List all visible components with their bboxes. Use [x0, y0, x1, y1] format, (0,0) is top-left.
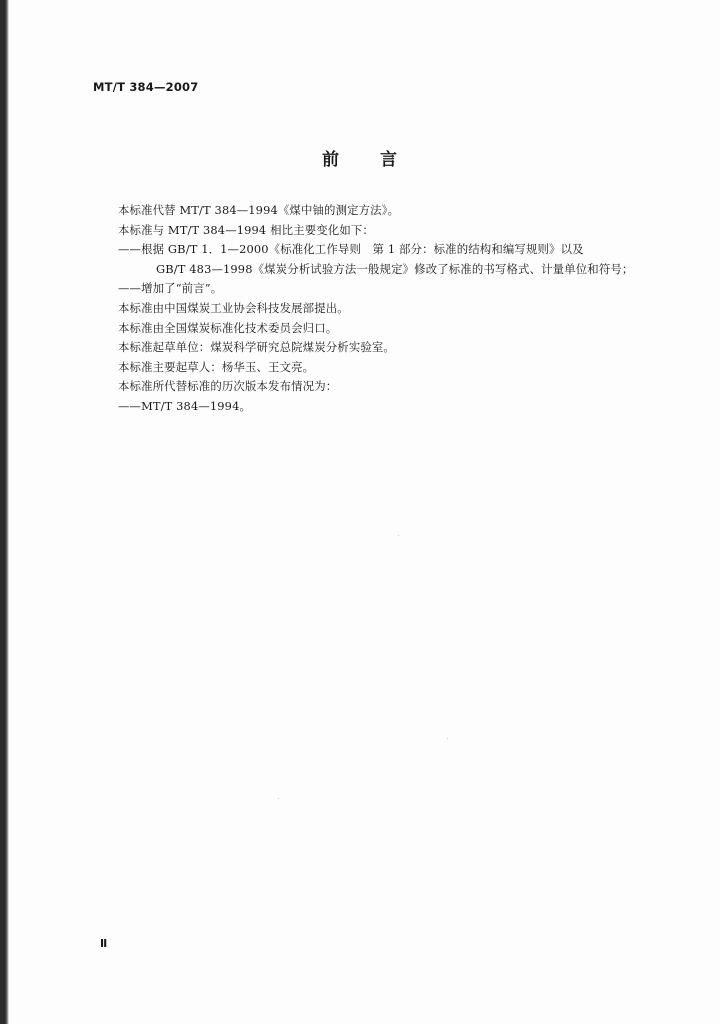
scan-speck: [398, 535, 399, 536]
paragraph-line: 本标准主要起草人：杨华玉、王文亮。: [118, 359, 315, 374]
standard-code-header: MT/T 384—2007: [93, 80, 199, 94]
foreword-body: [118, 201, 678, 417]
title-char: 前: [322, 150, 340, 170]
paragraph-line: ——MT/T 384—1994。: [118, 398, 252, 413]
paragraph-line: 本标准与 MT/T 384—1994 相比主要变化如下：: [118, 222, 374, 237]
scan-speck: [278, 798, 279, 799]
paragraph-continuation-line: GB/T 483—1998《煤炭分析试验方法一般规定》修改了标准的书写格式、计量单位和符号；: [156, 261, 634, 276]
paragraph-line: ——根据 GB/T 1．1—2000《标准化工作导则 第 1 部分：标准的结构和编写规则》以及: [118, 242, 584, 257]
paragraph-line: 本标准起草单位：煤炭科学研究总院煤炭分析实验室。: [118, 340, 395, 355]
paragraph-line: ——增加了“前言”。: [118, 281, 223, 296]
paragraph-line: 本标准所代替标准的历次版本发布情况为：: [118, 379, 338, 394]
scan-speck: [447, 738, 448, 739]
page-number: Ⅱ: [100, 937, 108, 950]
paragraph-line: 本标准代替 MT/T 384—1994《煤中铀的测定方法》。: [118, 203, 400, 217]
title-char: 言: [380, 150, 398, 170]
section-title: [0, 145, 720, 170]
paragraph-line: 本标准由中国煤炭工业协会科技发展部提出。: [118, 300, 349, 315]
paragraph-line: 本标准由全国煤炭标准化技术委员会归口。: [118, 320, 338, 335]
